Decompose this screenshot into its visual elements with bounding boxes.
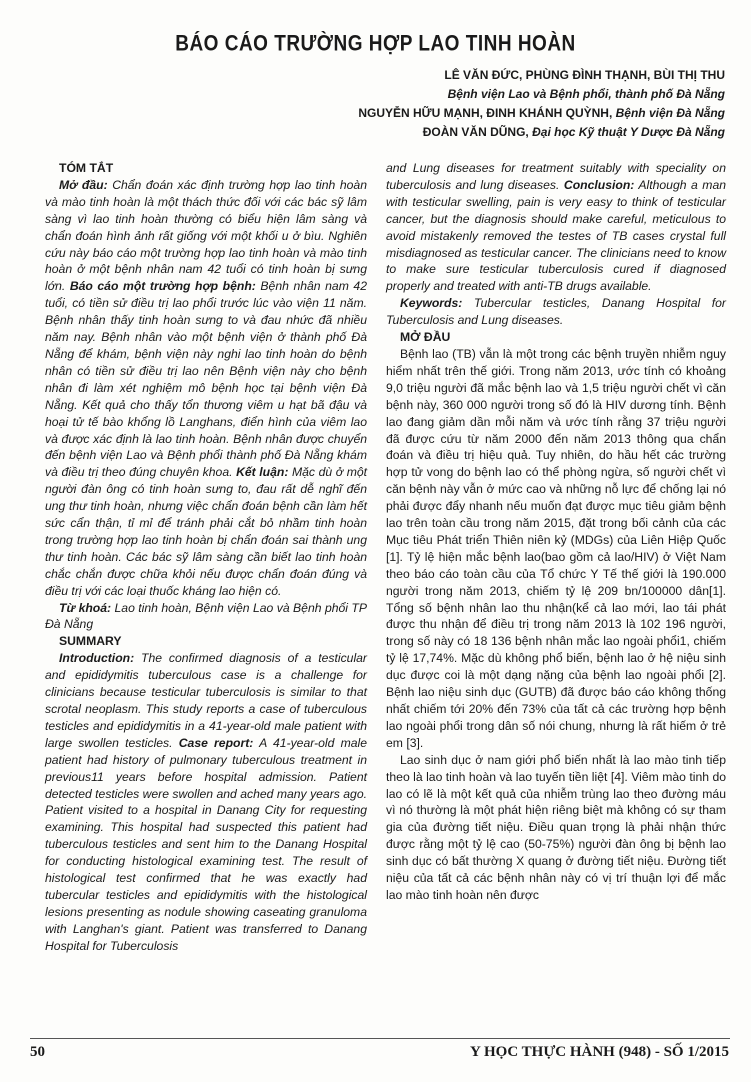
right-column [386, 160, 726, 904]
author-line-2 [125, 85, 725, 104]
keywords-en [386, 295, 726, 329]
text-modau: Chẩn đoán xác định trường hợp lao tinh hoàn và mào tinh hoàn là một thách thức đối với các bác sỹ lâm sàng vì lao tinh hoàn thường có biểu hiện lâm sàng và chẩn đoán hình ảnh rất giống với một khối u ở bìu. Nghiên cứu này báo cáo một trường hợp lao tinh hoàn và mào tinh hoàn ở một bệnh nhân nam 42 tuổi có tinh hoàn bị sưng lớn. [45, 177, 367, 294]
text-ketluan: Mặc dù ở một người đàn ông có tinh hoàn sưng to, đau rất dễ nghĩ đến ung thư tinh hoàn, nhưng việc chẩn đoán bệnh cần làm hết sức cẩn thận, tỉ mỉ để tránh phải cắt bỏ nhầm tinh hoàn trong trường hợp lao tinh hoàn bị chẩn đoán sai thành ung thư tinh hoàn. Các bác sỹ lâm sàng cần biết lao tinh hoàn chắc chắn được chữa khỏi nếu được chẩn đoán đúng và điều trị với các loại thuốc kháng lao hiện có. [45, 465, 368, 598]
label-modau: Mở đầu: [59, 177, 108, 192]
author-names: LÊ VĂN ĐỨC, PHÙNG ĐÌNH THẠNH, BÙI THỊ THU [444, 68, 725, 82]
author-institution: Bệnh viện Đà Nẵng [615, 106, 725, 120]
label-tukhoa: Từ khoá: [59, 600, 112, 615]
author-institution: Bệnh viện Lao và Bệnh phổi, thành phố Đà Nẵng [447, 87, 725, 101]
author-line-3 [125, 104, 725, 123]
text-intro: The confirmed diagnosis of a testicular and epididymitis tuberculous case is a challenge for clinicians because testicular tuberculosis is similar to that scrotal neoplasm. This study reports a case of tuberculous testicles and epididymitis in a 41-year-old male patient with large swollen testicles. [45, 651, 367, 750]
abstract-en-cont [386, 160, 726, 295]
abstract-vi [45, 177, 367, 600]
label-baocao: Báo cáo một trường hợp bệnh: [69, 279, 256, 294]
label-intro: Introduction: [59, 651, 135, 666]
intro-paragraph-2: Lao sinh dục ở nam giới phổ biến nhất là lao mào tinh tiếp theo là lao tinh hoàn và lao tuyến tiền liệt [4]. Viêm mào tinh do lao có lẽ là một kết quả của nhiễm trùng lao theo đường máu vì nó thường là một phát hiện riêng biệt mà không có sự tham gia của đường tiết niệu. Điều quan trọng là phải nhận thức được rằng một tỷ lệ cao (50-75%) người đàn ông bị bệnh lao sinh dục có bất thường X quang ở đường tiết niệu. Đường tiết niệu của tất cả các bệnh nhân này có vị trí thuận lợi để mắc lao mào tinh hoàn nên được [386, 752, 726, 902]
article-title: BÁO CÁO TRƯỜNG HỢP LAO TINH HOÀN [175, 32, 576, 57]
text-tukhoa: Lao tinh hoàn, Bệnh viện Lao và Bệnh phổi TP Đà Nẵng [45, 600, 367, 632]
author-block [125, 66, 725, 142]
author-line-1 [125, 66, 725, 85]
author-line-4 [125, 123, 725, 142]
intro-paragraph-1: Bệnh lao (TB) vẫn là một trong các bệnh truyền nhiễm nguy hiểm nhất trên thế giới. Trong năm 2013, ước tính có khoảng 9,0 triệu người đã mắc bệnh lao và 1,5 triệu người chết vì căn bệnh này, 360 000 người trong số đó là HIV dương tính. Bệnh lao đang giảm dần mỗi năm và ước tính rằng 37 triệu người đã được cứu từ năm 2000 đến năm 2013 thông qua chẩn đoán và điều trị hiệu quả. Tuy nhiên, do hầu hết các trường hợp tử vong do bệnh lao có thể phòng ngừa, số người chết vì căn bệnh này vẫn ở mức cao và những nỗ lực để chống lại nó phải được đẩy nhanh nếu muốn đạt được mục tiêu giảm bệnh lao trên toàn cầu trong năm 2015, đặt trong bối cảnh của các Mục tiêu Phát triển Thiên niên kỷ (MDGs) của Liên Hiệp Quốc [1]. Tỷ lệ hiện mắc bệnh lao(bao gồm cả lao/HIV) ở Việt Nam theo báo cáo toàn cầu của Tổ chức Y Tế thế giới là 190.000 người trong năm 2013, chiếm tỷ lệ 209 bn/100000 dân[1]. Tổng số bệnh nhân lao thu nhận(kể cả lao mới, lao tái phát được thu nhận để điều trị trong năm 2013 là 102 196 người, trong số này có 18 136 bệnh nhân mắc lao ngoài phổi1, chiếm tỷ lệ 17,74%. Mặc dù không phổ biến, bệnh lao ở hệ niệu sinh dục được coi là một dạng nặng của bệnh lao ngoài phổi [2]. Bệnh lao niệu sinh dục (GUTB) đã được báo cáo không thống nhất chiếm tới 20% đến 73% của tất cả các trường hợp bệnh lao ngoài phổi trong dân số nói chung, nhưng là rất hiếm ở trẻ em [3]. [386, 346, 726, 750]
label-conclusion: Conclusion: [563, 177, 635, 192]
text-cont: and Lung diseases for treatment suitably with speciality on tuberculosis and lung diseases. [386, 161, 726, 192]
summary-heading: SUMMARY [59, 634, 122, 649]
abstract-en [45, 650, 367, 954]
author-institution: Đại học Kỹ thuật Y Dược Đà Nẵng [532, 125, 725, 139]
tomtat-heading: TÓM TẮT [59, 161, 114, 175]
text-conclusion: Although a man with testicular swelling, pain is very easy to think of testicular cancer, but the diagnosis should make careful, meticulous to avoid mistakenly removed the testes of TB cases crystal full misdiagnosed as testicular cancer. The clinicians need to know to make sure testicular tuberculosis cured if diagnosed properly and treated with anti-TB drugs available. [386, 177, 726, 294]
text-case: A 41-year-old male patient had history of pulmonary tuberculous treatment in previous11 years before hospital admission. Patient detected testicles were swollen and ached many years ago. Patient visited to a hospital in Danang City for requesting examining. This hospital had suspected this patient had tuberculous testicles and sent him to the Danang Hospital for conducting histological examining test. The result of histological test confirmed that he was exactly had tubercular testicles and epididymitis with the histological lesions presenting as nodule showing caseating granuloma with Langhan's giant. Patient was transferred to Danang Hospital for Tuberculosis [45, 735, 367, 953]
label-ketluan: Kết luận: [236, 465, 289, 480]
author-names: ĐOÀN VĂN DŨNG, [422, 125, 533, 139]
keywords-vi [45, 600, 367, 634]
modau-heading: MỞ ĐẦU [400, 330, 451, 345]
author-names: NGUYỄN HỮU MẠNH, ĐINH KHÁNH QUỲNH, [358, 106, 616, 120]
label-keywords: Keywords: [400, 296, 463, 311]
page-number: 50 [30, 1044, 45, 1060]
journal-footer: Y HỌC THỰC HÀNH (948) - SỐ 1/2015 [469, 1044, 729, 1060]
text-baocao: Bệnh nhân nam 42 tuổi, có tiền sử điều trị lao phổi trước lúc vào viện 11 năm. Bệnh nhân thấy tinh hoàn sưng to và đau nhức đã nhiều năm nay. Bệnh nhân vào một bệnh viện ở thành phố Đà Nẵng để khám, bệnh viện này nghi lao tinh hoàn do bệnh nhân có tiền sử điều trị lao nên Bệnh viện này cho bệnh nhân đi làm xét nghiệm mô bệnh học tại bệnh viện Đà Nẵng. Kết quả cho thấy tổn thương viêm u hạt bã đậu và hoại tử tế bào khổng lồ Langhans, điển hình của viêm lao và được xác định là lao tinh hoàn. Bệnh nhân được chuyển đến bệnh viện Lao và Bệnh phổi thành phố Đà Nẵng khám và điều trị theo đúng chuyên khoa. [45, 279, 367, 480]
label-case: Case report: [178, 735, 254, 750]
footer-rule [30, 1038, 730, 1039]
text-keywords: Tubercular testicles, Danang Hospital for Tuberculosis and Lung diseases. [386, 296, 726, 328]
left-column [45, 160, 367, 955]
